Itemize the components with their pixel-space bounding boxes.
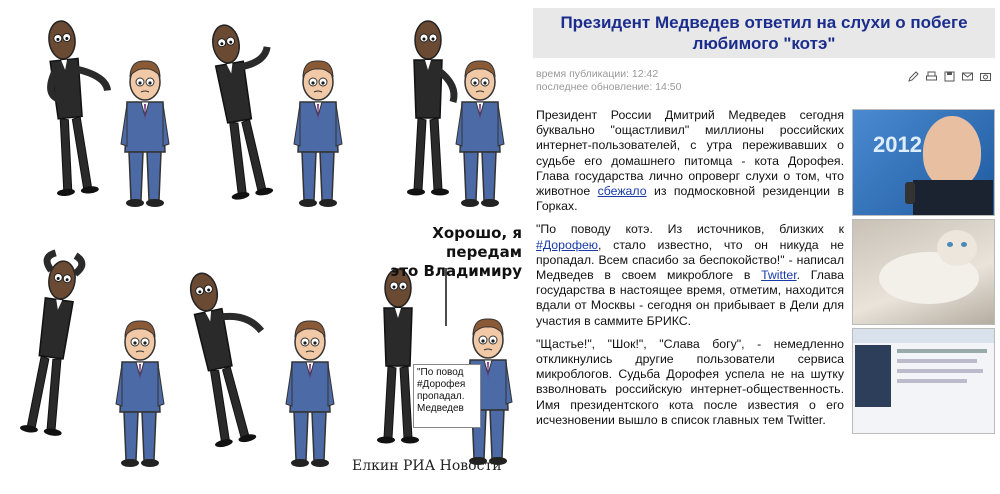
speech-bubble-text xyxy=(360,224,522,281)
photo-icon[interactable] xyxy=(980,69,991,80)
screenshot-line xyxy=(897,369,983,373)
article-title-box xyxy=(533,8,995,58)
tooltip-line: #Дорофея xyxy=(417,379,466,390)
suit-shape xyxy=(913,180,993,216)
updated-time: последнее обновление: 14:50 xyxy=(536,81,682,93)
screenshot-header xyxy=(853,329,994,343)
save-icon[interactable] xyxy=(944,69,955,80)
face-shape xyxy=(923,116,981,188)
published-time: время публикации: 12:42 xyxy=(536,68,659,80)
photo-twitter-screenshot[interactable] xyxy=(852,328,995,434)
tooltip-popup xyxy=(413,364,481,428)
screenshot-avatar xyxy=(855,345,891,407)
news-article xyxy=(533,8,995,492)
cat-eye-icon xyxy=(947,242,953,247)
cat-head xyxy=(937,230,977,266)
photo-column xyxy=(852,109,995,437)
tooltip-line: "По повод xyxy=(417,367,464,378)
article-toolbar xyxy=(908,69,991,80)
screenshot-line xyxy=(897,349,987,353)
screenshot-line xyxy=(897,359,977,363)
photo-cat[interactable] xyxy=(852,219,995,325)
speech-line-1: Хорошо, я передам xyxy=(432,224,522,261)
screenshot-line xyxy=(897,379,967,383)
photo-medvedev-portrait[interactable] xyxy=(852,109,995,216)
article-title: Президент Медведев ответил на слухи о побеге любимого "котэ" xyxy=(560,13,968,53)
link-dorofey-hashtag[interactable]: #Дорофею xyxy=(536,237,599,252)
print-icon[interactable] xyxy=(926,69,937,80)
microphone-icon xyxy=(905,182,915,204)
edit-icon[interactable] xyxy=(908,69,919,80)
tooltip-line: пропадал. xyxy=(417,391,465,402)
speech-line-2: это Владимиру xyxy=(390,262,522,280)
link-twitter[interactable]: Twitter xyxy=(761,268,797,283)
paragraph-2: "По поводу котэ. Из источников, близких к #Дорофею, стало известно, что он никуда не пропадал. Всем спасибо за беспокойство!" - написал Медведев в своем микроблоге в Twitter. Глава государства в настоящее время, отметим, находится вдали от Москвы - сегодня он прибывает в Дели для участия в саммите БРИКС. xyxy=(536,222,844,328)
paragraph-1: Президент России Дмитрий Медведев сегодня буквально "ощастливил" миллионы российских интернет-пользователей, с утра переживавших о судьбе его домашнего питомца - кота Дорофея. Глава государства лично опроверг слухи о том, что животное сбежало из подмосковной резиденции в Горках. xyxy=(536,108,844,214)
tooltip-line: Медведев xyxy=(417,403,464,414)
comic-signature: Елкин РИА Новости xyxy=(352,458,502,474)
mail-icon[interactable] xyxy=(962,69,973,80)
cat-eye-icon xyxy=(961,242,967,247)
paragraph-3: "Щастье!", "Шок!", "Слава богу", - немедленно откликнулись другие пользователи сервиса микроблогов. Судьба Дорофея успела не на шутку взволновать российскую интернет-общественность. Имя президентского кота после известия о его исчезновении вышло в список главных тем Twitter. xyxy=(536,336,844,427)
photo-backdrop-text: 2012 xyxy=(873,132,922,157)
link-escaped[interactable]: сбежало xyxy=(597,184,647,199)
article-body xyxy=(536,108,844,436)
article-meta xyxy=(536,68,681,94)
